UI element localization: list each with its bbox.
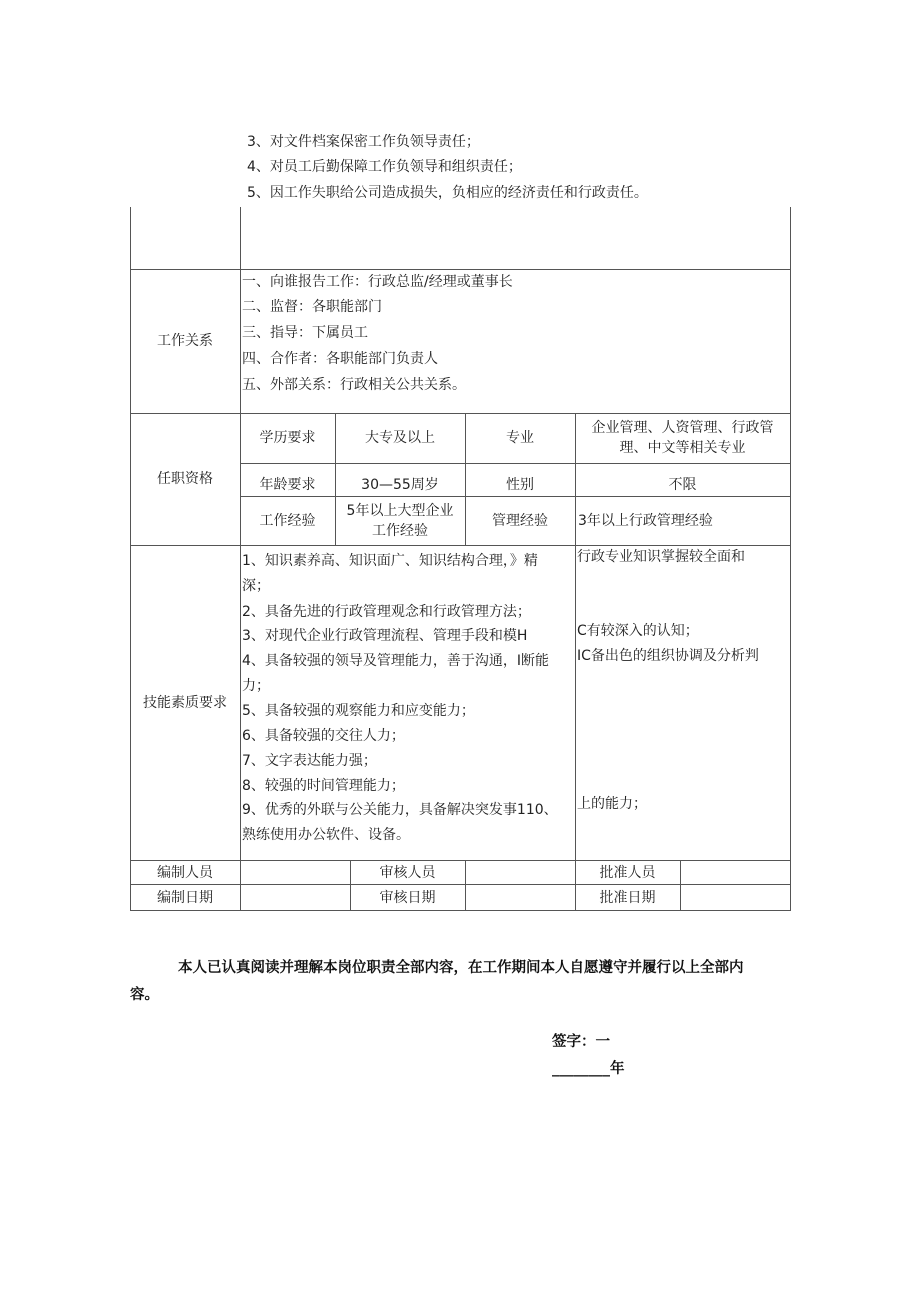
experience-label: 工作经验 [259,512,316,529]
age-value: 30—55周岁 [361,477,439,493]
skill-line: 2、具备先进的行政管理观念和行政管理方法； [242,604,531,620]
skill-line: 5、具备较强的观察能力和应变能力； [242,703,475,719]
gender-value: 不限 [668,477,697,493]
age-label: 年龄要求 [259,477,316,493]
education-value: 大专及以上 [365,430,435,446]
compile-date-label: 编制日期 [157,889,213,906]
skills-label: 技能素质要求 [143,694,227,711]
approver-value [680,861,790,884]
compiler-value [240,861,350,884]
skill-line: 8、较强的时间管理能力； [242,778,405,794]
skill-right-line: 行政专业知识掌握较全面和 [577,549,745,565]
skill-line: 熟练使用办公软件、设备。 [242,827,410,843]
gender-label: 性别 [506,477,534,493]
skill-right-line: IC备出色的组织协调及分析判 [577,648,759,664]
signature-year: ________年 [552,1061,625,1077]
duty-line-4: 4、对员工后勤保障工作负领导和组织责任； [247,159,522,175]
skill-line: 6、具备较强的交往人力； [242,728,405,744]
statement-line-2: 容。 [130,987,159,1003]
approve-date-label: 批准日期 [599,889,656,906]
work-relation-item: 四、合作者：各职能部门负责人 [242,351,438,367]
skill-right-line: C有较深入的认知； [577,623,699,639]
work-relations-label: 工作关系 [157,333,213,349]
education-label: 学历要求 [259,430,316,446]
qualifications-label: 任职资格 [157,471,213,487]
work-relation-item: 三、指导：下属员工 [242,325,368,341]
skill-line: 4、具备较强的领导及管理能力，善于沟通，I断能 [242,653,550,669]
management-exp-label: 管理经验 [492,512,548,529]
management-exp-value: 3年以上行政管理经验 [578,512,713,529]
compiler-label: 编制人员 [157,864,213,881]
duty-line-3: 3、对文件档案保密工作负领导责任； [247,134,480,150]
reviewer-value [465,861,575,884]
approve-date-value [680,885,790,910]
compile-date-value [240,885,350,910]
skill-line: 力； [242,678,270,694]
signature-label: 签字：一 [552,1034,610,1050]
duty-line-5: 5、因工作失职给公司造成损失，负相应的经济责任和行政责任。 [247,185,648,201]
statement-line-1: 本人已认真阅读并理解本岗位职责全部内容，在工作期间本人自愿遵守并履行以上全部内 [178,960,744,976]
skill-line: 7、文字表达能力强； [242,753,377,769]
major-label: 专业 [506,430,534,446]
review-date-label: 审核日期 [379,889,436,906]
work-relation-item: 一、向谁报告工作：行政总监/经理或董事长 [242,274,513,290]
work-relation-item: 五、外部关系：行政相关公共关系。 [242,377,466,393]
review-date-value [465,885,575,910]
major-value: 企业管理、人资管理、行政管理、中文等相关专业 [591,420,774,456]
experience-value: 5年以上大型企业工作经验 [346,502,454,539]
skill-line: 3、对现代企业行政管理流程、管理手段和模H [242,628,528,644]
reviewer-label: 审核人员 [379,864,436,881]
skill-right-line: 上的能力； [577,796,647,812]
skill-line: 9、优秀的外联与公关能力，具备解决突发事110、 [242,802,558,818]
work-relation-item: 二、监督：各职能部门 [242,299,382,315]
approver-label: 批准人员 [599,864,656,881]
skill-line: 1、知识素养高、知识面广、知识结构合理，》精 [242,553,538,569]
skill-line: 深； [242,578,270,594]
